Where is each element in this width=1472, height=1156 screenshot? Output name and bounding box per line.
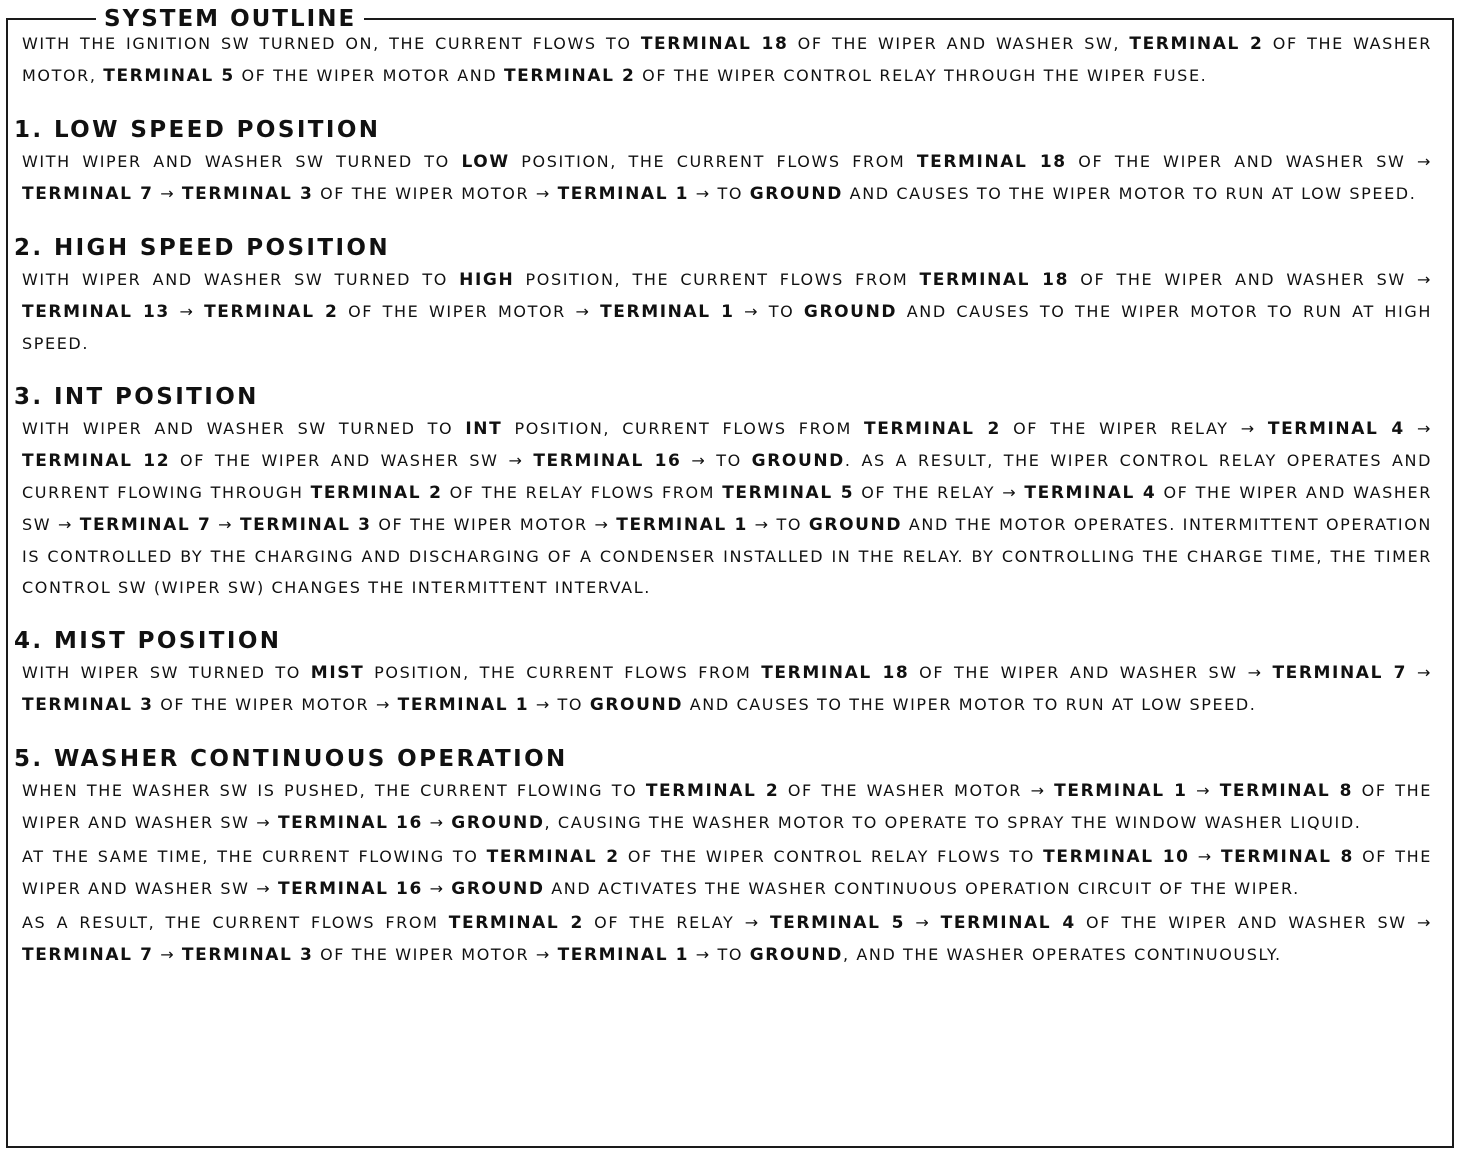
document-body <box>14 28 1432 971</box>
section-paragraph: WHEN THE WASHER SW IS PUSHED, THE CURRENT FLOWING TO TERMINAL 2 OF THE WASHER MOTOR → TERMINAL 1 → TERMINAL 8 OF THE WIPER AND WASHER SW → TERMINAL 16 → GROUND, CAUSING THE WASHER MOTOR TO OPERATE TO SPRAY THE WINDOW WASHER LIQUID. <box>22 781 1432 833</box>
section-paragraph: WITH WIPER SW TURNED TO MIST POSITION, THE CURRENT FLOWS FROM TERMINAL 18 OF THE WIPER AND WASHER SW → TERMINAL 7 → TERMINAL 3 OF THE WIPER MOTOR → TERMINAL 1 → TO GROUND AND CAUSES TO THE WIPER MOTOR TO RUN AT LOW SPEED. <box>22 663 1432 715</box>
section-heading: 1. LOW SPEED POSITION <box>14 117 381 143</box>
section-washer-continuous <box>14 745 1432 971</box>
section-low-speed <box>14 116 1432 210</box>
section-int-position <box>14 383 1432 603</box>
section-heading: 5. WASHER CONTINUOUS OPERATION <box>14 746 568 772</box>
section-paragraph: AS A RESULT, THE CURRENT FLOWS FROM TERMINAL 2 OF THE RELAY → TERMINAL 5 → TERMINAL 4 OF THE WIPER AND WASHER SW → TERMINAL 7 → TERMINAL 3 OF THE WIPER MOTOR → TERMINAL 1 → TO GROUND, AND THE WASHER OPERATES CONTINUOUSLY. <box>22 913 1432 965</box>
intro-paragraph: WITH THE IGNITION SW TURNED ON, THE CURRENT FLOWS TO TERMINAL 18 OF THE WIPER AND WASHER SW, TERMINAL 2 OF THE WASHER MOTOR, TERMINAL 5 OF THE WIPER MOTOR AND TERMINAL 2 OF THE WIPER CONTROL RELAY THROUGH THE WIPER FUSE. <box>22 34 1432 86</box>
section-heading: 2. HIGH SPEED POSITION <box>14 235 391 261</box>
page-title: SYSTEM OUTLINE <box>96 4 364 34</box>
section-heading: 4. MIST POSITION <box>14 628 282 654</box>
section-paragraph: WITH WIPER AND WASHER SW TURNED TO LOW POSITION, THE CURRENT FLOWS FROM TERMINAL 18 OF THE WIPER AND WASHER SW → TERMINAL 7 → TERMINAL 3 OF THE WIPER MOTOR → TERMINAL 1 → TO GROUND AND CAUSES TO THE WIPER MOTOR TO RUN AT LOW SPEED. <box>22 152 1432 204</box>
section-paragraph: AT THE SAME TIME, THE CURRENT FLOWING TO TERMINAL 2 OF THE WIPER CONTROL RELAY FLOWS TO TERMINAL 10 → TERMINAL 8 OF THE WIPER AND WASHER SW → TERMINAL 16 → GROUND AND ACTIVATES THE WASHER CONTINUOUS OPERATION CIRCUIT OF THE WIPER. <box>22 847 1432 899</box>
section-mist-position <box>14 627 1432 721</box>
section-high-speed <box>14 234 1432 359</box>
section-paragraph: WITH WIPER AND WASHER SW TURNED TO HIGH POSITION, THE CURRENT FLOWS FROM TERMINAL 18 OF THE WIPER AND WASHER SW → TERMINAL 13 → TERMINAL 2 OF THE WIPER MOTOR → TERMINAL 1 → TO GROUND AND CAUSES TO THE WIPER MOTOR TO RUN AT HIGH SPEED. <box>22 270 1432 353</box>
section-heading: 3. INT POSITION <box>14 384 259 410</box>
section-paragraph: WITH WIPER AND WASHER SW TURNED TO INT POSITION, CURRENT FLOWS FROM TERMINAL 2 OF THE WIPER RELAY → TERMINAL 4 → TERMINAL 12 OF THE WIPER AND WASHER SW → TERMINAL 16 → TO GROUND. AS A RESULT, THE WIPER CONTROL RELAY OPERATES AND CURRENT FLOWING THROUGH TERMINAL 2 OF THE RELAY FLOWS FROM TERMINAL 5 OF THE RELAY → TERMINAL 4 OF THE WIPER AND WASHER SW → TERMINAL 7 → TERMINAL 3 OF THE WIPER MOTOR → TERMINAL 1 → TO GROUND AND THE MOTOR OPERATES. INTERMITTENT OPERATION IS CONTROLLED BY THE CHARGING AND DISCHARGING OF A CONDENSER INSTALLED IN THE RELAY. BY CONTROLLING THE CHARGE TIME, THE TIMER CONTROL SW (WIPER SW) CHANGES THE INTERMITTENT INTERVAL. <box>22 419 1432 597</box>
